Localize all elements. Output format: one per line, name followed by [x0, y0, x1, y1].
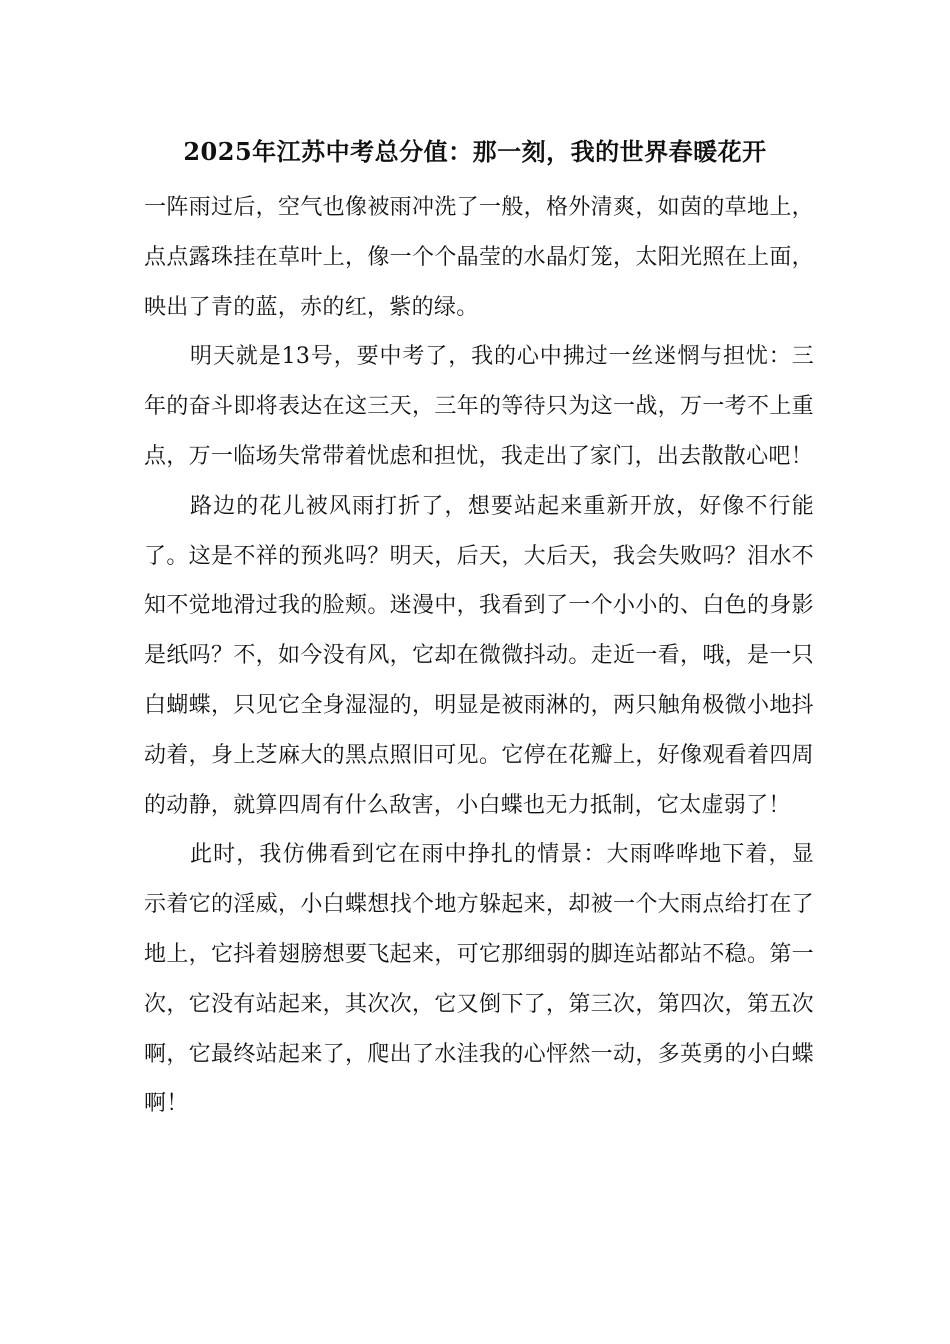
paragraph-2: 明天就是13号，要中考了，我的心中拂过一丝迷惘与担忧：三年的奋斗即将表达在这三天，三年的等待只为这一战，万一考不上重点，万一临场失常带着忧虑和担忧，我走出了家门，出去散散心吧！ [144, 344, 814, 469]
paragraph-1: 一阵雨过后，空气也像被雨冲洗了一般，格外清爽，如茵的草地上，点点露珠挂在草叶上，像一个个晶莹的水晶灯笼，太阳光照在上面，映出了青的蓝，赤的红，紫的绿。 [144, 195, 814, 320]
paragraph-3: 路边的花儿被风雨打折了，想要站起来重新开放，好像不行能了。这是不祥的预兆吗？明天，后天，大后天，我会失败吗？泪水不知不觉地滑过我的脸颊。迷漫中，我看到了一个小小的、白色的身影是纸吗？不，如今没有风，它却在微微抖动。走近一看，哦，是一只白蝴蝶，只见它全身湿湿的，明显是被雨淋的，两只触角极微小地抖动着，身上芝麻大的黑点照旧可见。它停在花瓣上，好像观看着四周的动静，就算四周有什么敌害，小白蝶也无力抵制，它太虚弱了！ [144, 493, 814, 818]
document-title: 2025年江苏中考总分值：那一刻，我的世界春暖花开 [183, 137, 767, 166]
document-body [144, 183, 814, 1129]
paragraph-4: 此时，我仿佛看到它在雨中挣扎的情景：大雨哗哗地下着，显示着它的淫威，小白蝶想找个地方躲起来，却被一个大雨点给打在了地上，它抖着翅膀想要飞起来，可它那细弱的脚连站都站不稳。第一次，它没有站起来，其次次，它又倒下了，第三次，第四次，第五次啊，它最终站起来了，爬出了水洼我的心怦然一动，多英勇的小白蝶啊！ [144, 842, 814, 1117]
